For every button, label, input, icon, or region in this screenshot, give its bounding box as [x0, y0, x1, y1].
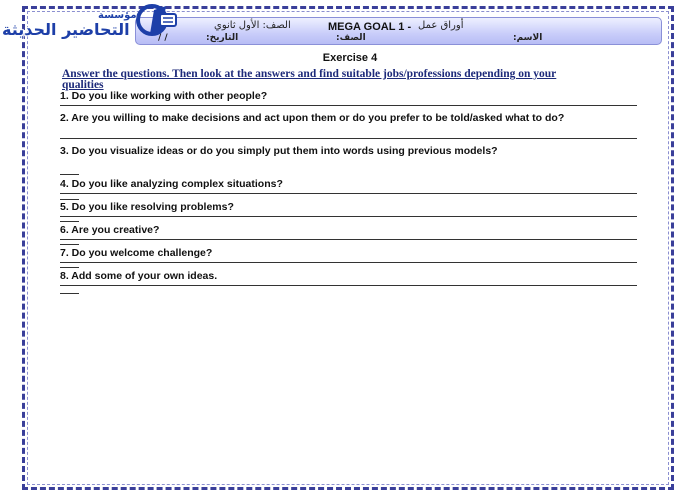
answer-line-2[interactable]: [60, 138, 637, 139]
answer-line-6b[interactable]: [60, 244, 79, 245]
date-slashes: / /: [158, 33, 168, 43]
answer-line-8a[interactable]: [60, 285, 637, 286]
answer-line-6a[interactable]: [60, 239, 637, 240]
answer-line-4a[interactable]: [60, 193, 637, 194]
question-6: 6. Are you creative?: [60, 224, 160, 236]
class-label: الصف:: [336, 33, 366, 43]
answer-line-8b[interactable]: [60, 293, 79, 294]
question-8: 8. Add some of your own ideas.: [60, 270, 218, 282]
name-label: الاسم:: [513, 33, 543, 43]
logo-small-text: مؤسسة: [98, 10, 137, 21]
worksheet-header: [135, 17, 662, 45]
answer-line-4b[interactable]: [60, 199, 79, 200]
exercise-title: Exercise 4: [322, 52, 378, 64]
question-5: 5. Do you like resolving problems?: [60, 201, 234, 213]
answer-line-7a[interactable]: [60, 262, 637, 263]
worksheets-label: أوراق عمل: [418, 20, 464, 31]
answer-line-7b[interactable]: [60, 267, 79, 268]
question-3: 3. Do you visualize ideas or do you simply put them into words using previous models?: [60, 145, 498, 157]
answer-line-5b[interactable]: [60, 221, 79, 222]
header-title: MEGA GOAL 1 -: [328, 21, 412, 33]
logo-main-text: التحاضير الحديثة: [2, 20, 130, 39]
date-label: التاريخ:: [206, 33, 239, 43]
answer-line-3[interactable]: [60, 174, 79, 175]
publisher-logo: [0, 0, 190, 50]
answer-line-1[interactable]: [60, 105, 637, 106]
answer-line-5a[interactable]: [60, 216, 637, 217]
question-2: 2. Are you willing to make decisions and act upon them or do you prefer to be told/asked what to do?: [60, 112, 565, 124]
question-7: 7. Do you welcome challenge?: [60, 247, 213, 259]
question-4: 4. Do you like analyzing complex situations?: [60, 178, 283, 190]
grade-label: الصف: الأول ثانوي: [214, 20, 291, 31]
logo-emblem-icon: [132, 0, 180, 42]
exercise-instructions: Answer the questions. Then look at the answers and find suitable jobs/professions depending on your qualities: [62, 68, 557, 91]
question-1: 1. Do you like working with other people?: [60, 90, 268, 102]
